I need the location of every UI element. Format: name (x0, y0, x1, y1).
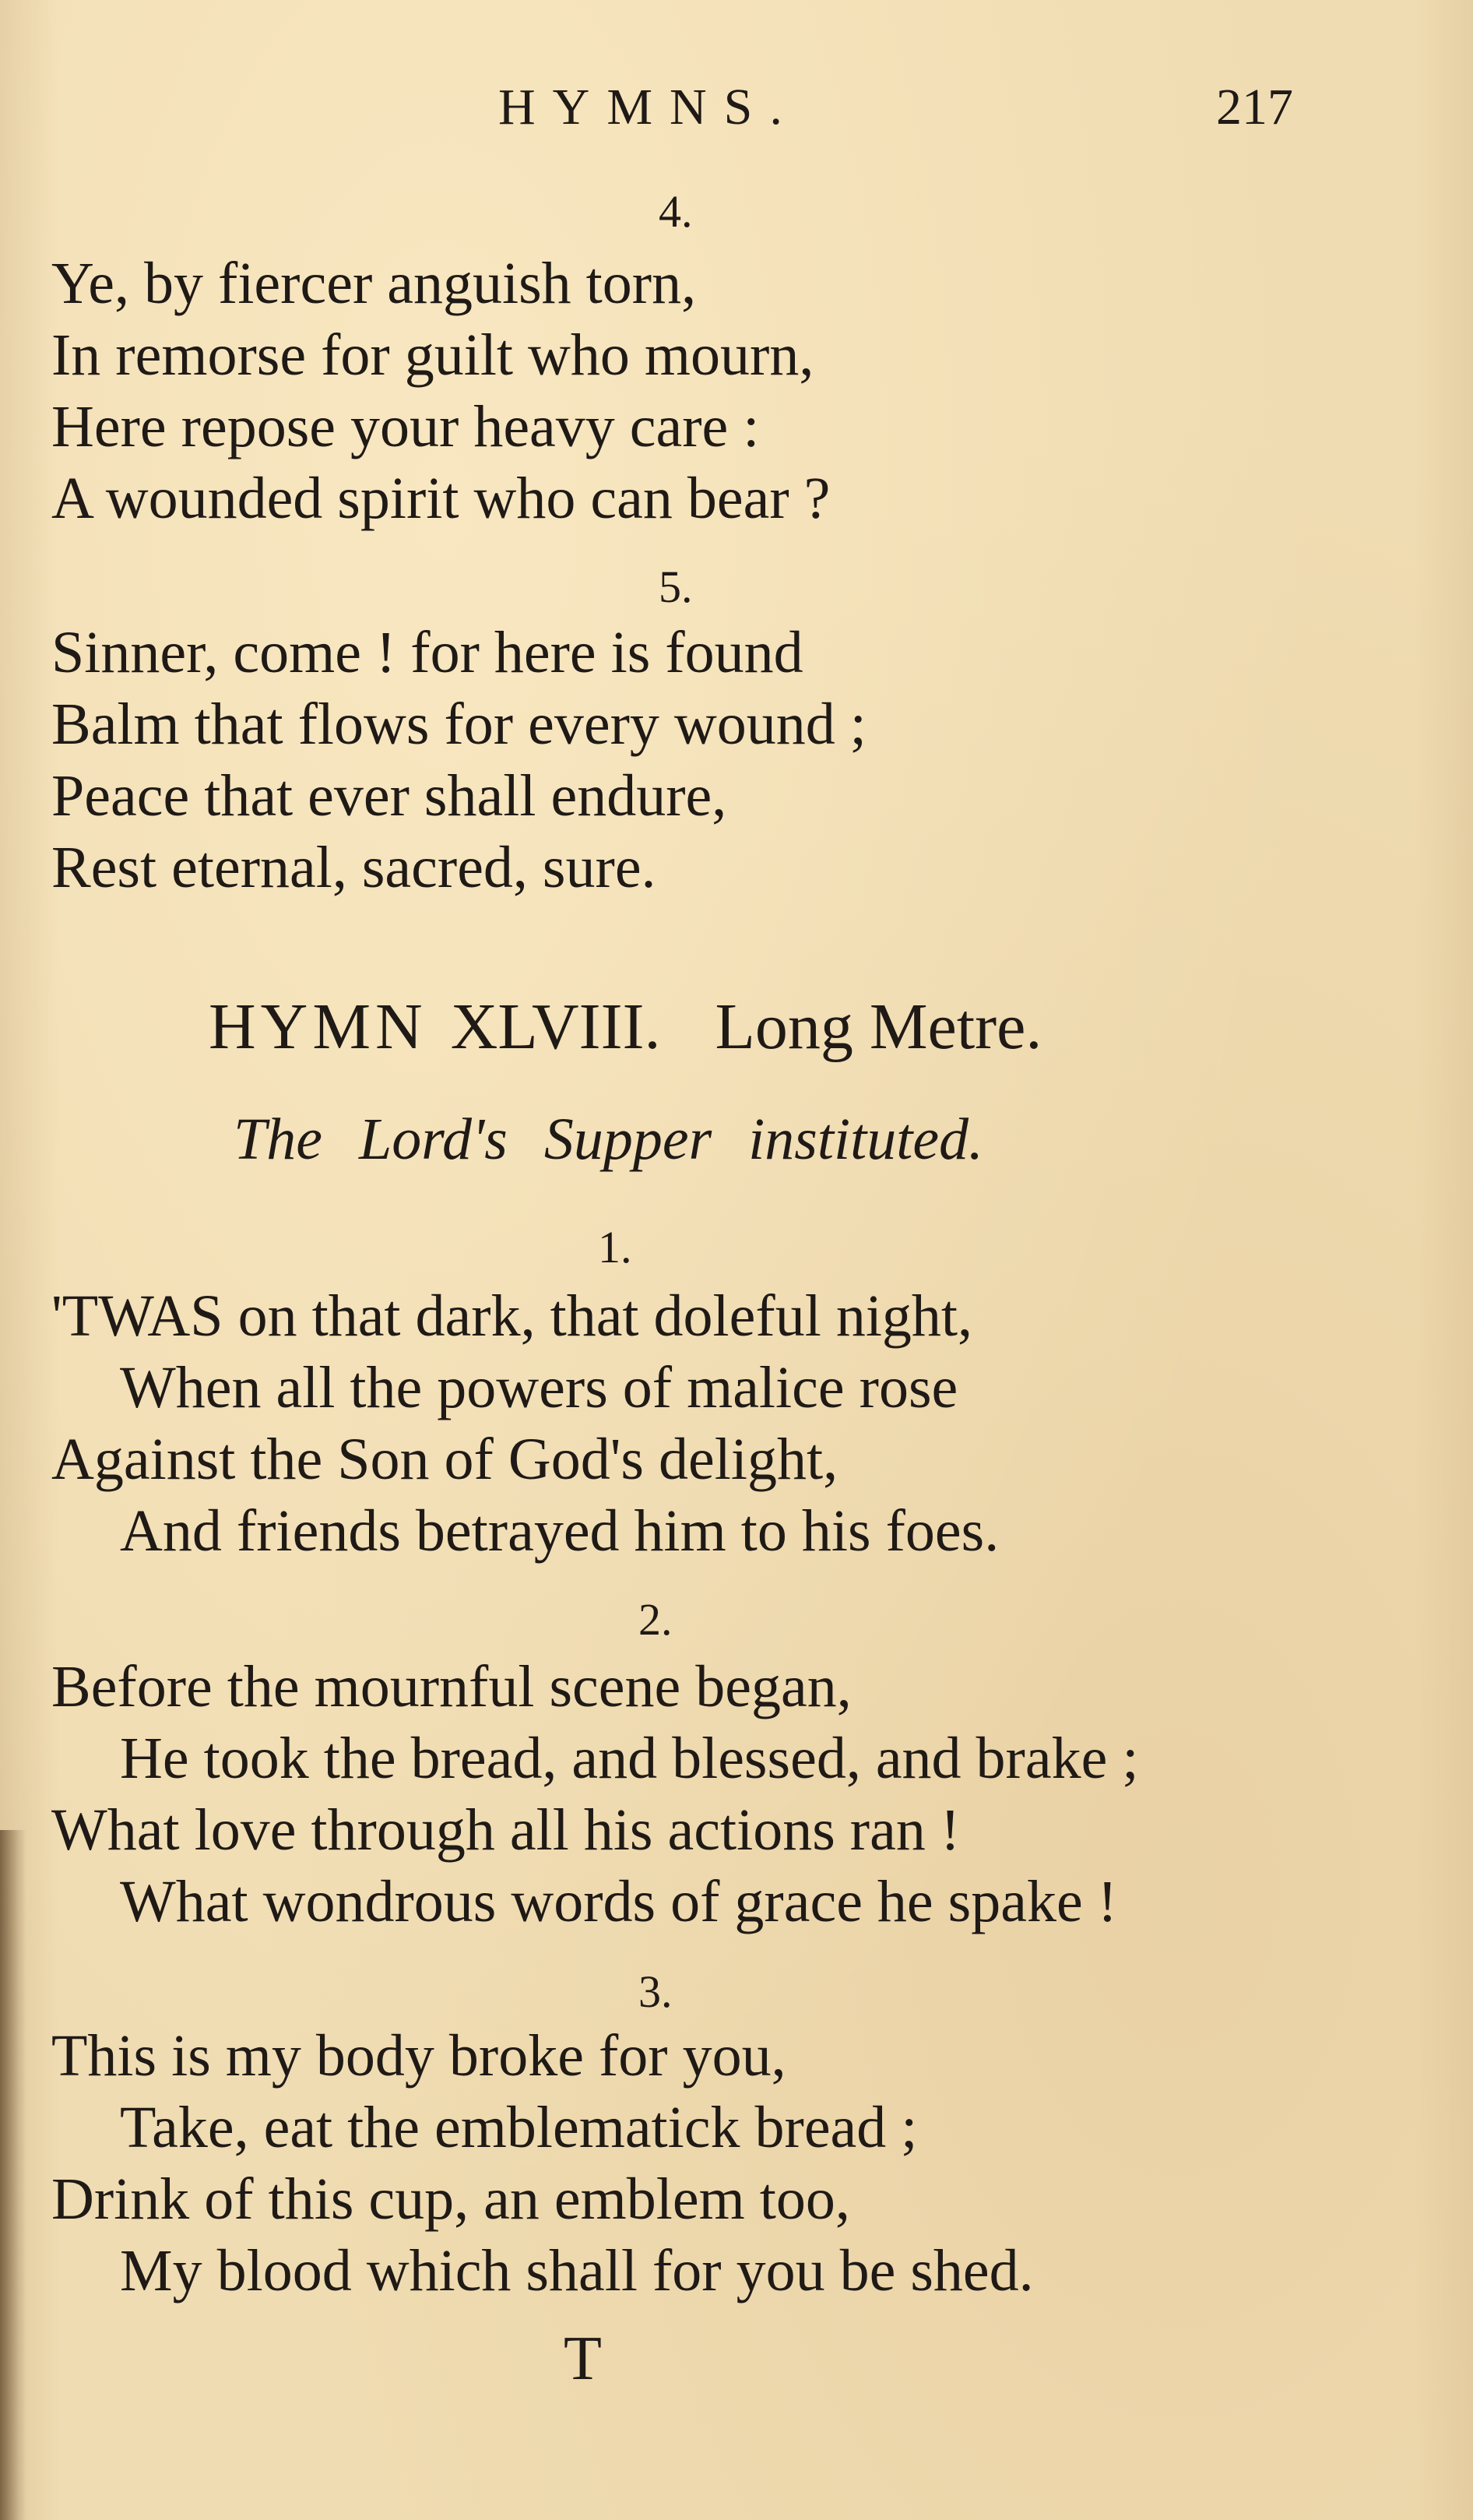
verse-line: 'TWAS on that dark, that doleful night, (51, 1283, 973, 1349)
verse-line: He took the bread, and blessed, and brake ; (120, 1726, 1139, 1791)
stanza-number: 2. (638, 1594, 673, 1645)
verse-line: Balm that flows for every wound ; (51, 692, 867, 757)
hymn-number: XLVIII. (450, 991, 661, 1063)
verse-line: Before the mournful scene began, (51, 1654, 852, 1719)
stanza-number: 3. (638, 1966, 673, 2017)
verse-line: Against the Son of God's delight, (51, 1427, 838, 1492)
verse-line: This is my body broke for you, (51, 2023, 786, 2089)
verse-line: Take, eat the emblematick bread ; (120, 2095, 918, 2160)
verse-line: In remorse for guilt who mourn, (51, 322, 814, 388)
hymn-label: HYMN (209, 991, 427, 1063)
running-header-title: HYMNS. (498, 79, 800, 136)
page-number: 217 (1216, 79, 1293, 136)
verse-line: My blood which shall for you be shed. (120, 2238, 1034, 2304)
verse-line: What love through all his actions ran ! (51, 1797, 961, 1863)
verse-line: Drink of this cup, an emblem too, (51, 2166, 850, 2232)
verse-line: Rest eternal, sacred, sure. (51, 835, 656, 900)
verse-line: Peace that ever shall endure, (51, 763, 727, 829)
verse-line: Here repose your heavy care : (51, 394, 760, 459)
catchword: T (564, 2325, 602, 2393)
verse-line: Sinner, come ! for here is found (51, 620, 803, 685)
hymn-subtitle: The Lord's Supper instituted. (234, 1107, 984, 1172)
hymn-heading (209, 989, 1042, 1065)
page-gutter-shadow (0, 1830, 26, 2520)
stanza-number: 5. (659, 561, 693, 612)
verse-line: Ye, by fiercer anguish torn, (51, 251, 697, 316)
verse-line: A wounded spirit who can bear ? (51, 466, 831, 531)
hymn-metre: Long Metre. (715, 991, 1042, 1063)
verse-line: And friends betrayed him to his foes. (120, 1498, 1000, 1564)
verse-line: When all the powers of malice rose (120, 1355, 958, 1420)
stanza-number: 4. (659, 186, 693, 237)
stanza-number: 1. (598, 1222, 632, 1272)
verse-line: What wondrous words of grace he spake ! (120, 1869, 1118, 1934)
